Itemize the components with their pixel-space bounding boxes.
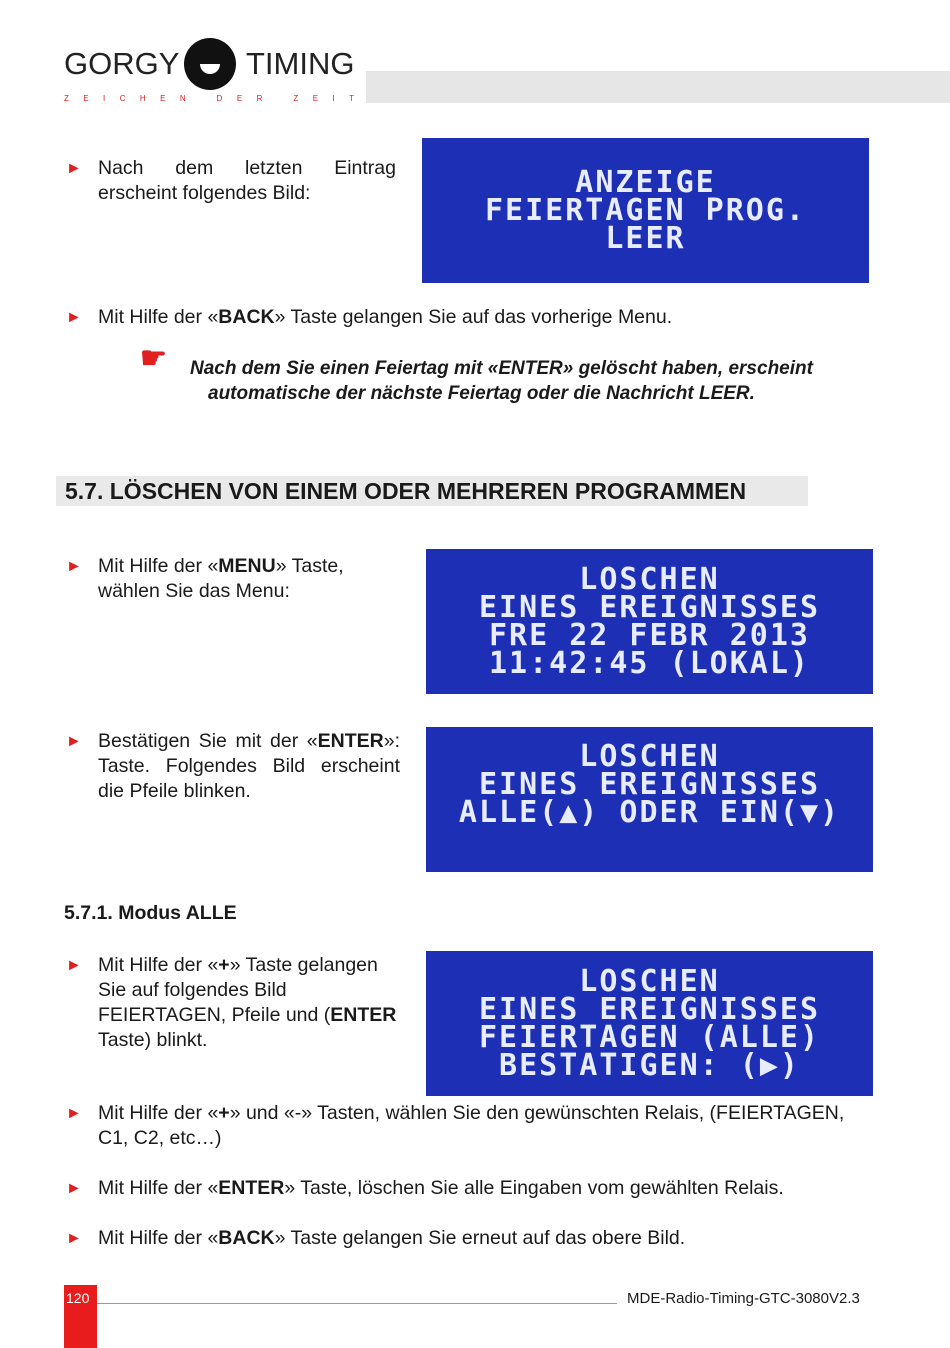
logo-icon: [184, 38, 236, 90]
text-part: »: Taste. Folgendes Bild erscheint die Pfeile blinken.: [98, 730, 400, 802]
note-line: automatische der nächste Feiertag oder die Nachricht LEER.: [208, 383, 755, 404]
lcd-line: 11:42:45 (LOKAL): [489, 645, 810, 681]
lcd-line: ALLE(▲) ODER EIN(▼): [458, 795, 841, 830]
lcd-line: LOSCHEN: [579, 561, 720, 597]
bullet-menu: [66, 554, 400, 604]
bullet-enter-delete: [66, 1176, 886, 1201]
text-part: Mit Hilfe der «: [98, 1177, 219, 1199]
bullet-arrow-icon: ►: [66, 1105, 82, 1122]
tagline-letter: E: [312, 94, 319, 103]
brand-right: TIMING: [246, 46, 355, 81]
subsection-title: 5.7.1. Modus ALLE: [64, 902, 237, 924]
bullet-back: [66, 305, 886, 330]
text-part: Bestätigen Sie mit der «: [98, 730, 318, 752]
bullet-arrow-icon: ►: [66, 733, 82, 750]
bullet-back-return: [66, 1226, 886, 1251]
key-menu: MENU: [218, 555, 276, 577]
page-number: 120: [66, 1290, 90, 1306]
bullet-arrow-icon: ►: [66, 957, 82, 974]
tagline-letter: E: [160, 94, 166, 103]
bullet-plus-minus: [66, 1101, 876, 1151]
lcd-screen-loschen-date: [426, 549, 873, 694]
tagline-letter: E: [83, 94, 89, 103]
tagline-letter: Z: [64, 94, 69, 103]
key-plus: +: [218, 954, 230, 976]
text-part: » Taste gelangen Sie erneut auf das obere Bild.: [274, 1227, 686, 1249]
tagline-letter: C: [119, 94, 126, 103]
text-part: Mit Hilfe der «: [98, 1227, 219, 1249]
tagline-letter: N: [179, 94, 186, 103]
lcd-line: BESTATIGEN: (▶): [499, 1047, 800, 1083]
lcd-line: LEER: [605, 220, 686, 256]
tagline-letter: D: [216, 94, 223, 103]
text-part: » Taste gelangen Sie auf folgendes Bild FEIERTAGEN, Pfeile und (: [98, 954, 378, 1026]
bullet-last-entry: [66, 156, 396, 206]
brand-left: GORGY: [64, 46, 180, 81]
bullet-text: Nach dem letzten Eintrag erscheint folgendes Bild:: [98, 157, 396, 204]
pointing-hand-icon: ☛: [140, 342, 167, 375]
bullet-plus: [66, 953, 400, 1053]
lcd-line: EINES EREIGNISSES: [478, 589, 821, 625]
tagline-letter: R: [256, 94, 263, 103]
tagline-letter: [200, 94, 202, 103]
bullet-arrow-icon: ►: [66, 1180, 82, 1197]
text-part: » Taste gelangen Sie auf das vorherige Menu.: [274, 306, 673, 328]
lcd-line: ANZEIGE: [575, 164, 716, 200]
lcd-line: FEIERTAGEN PROG.: [485, 192, 806, 228]
lcd-screen-anzeige: [422, 138, 869, 283]
text-part: Mit Hilfe der «: [98, 954, 219, 976]
bullet-enter-confirm: [66, 729, 400, 804]
lcd-line: EINES EREIGNISSES: [478, 991, 821, 1027]
note-line: Nach dem Sie einen Feiertag mit «ENTER» gelöscht haben, erscheint: [190, 358, 813, 379]
lcd-line: LOSCHEN: [579, 963, 720, 999]
lcd-screen-alle-oder-ein: [426, 727, 873, 872]
bullet-arrow-icon: ►: [66, 558, 82, 575]
lcd-line: FRE 22 FEBR 2013: [489, 617, 810, 653]
tagline-letter: Z: [293, 94, 299, 103]
text-part: » Taste, löschen Sie alle Eingaben vom gewählten Relais.: [284, 1177, 784, 1199]
key-back: BACK: [218, 306, 275, 328]
text-part: » und «-» Tasten, wählen Sie den gewünschten Relais, (FEIERTAGEN, C1, C2, etc…): [98, 1102, 845, 1149]
bullet-arrow-icon: ►: [66, 1230, 82, 1247]
tagline-letter: E: [236, 94, 243, 103]
lcd-screen-feiertagen-alle: [426, 951, 873, 1096]
tagline-letter: T: [349, 94, 354, 103]
key-enter: ENTER: [330, 1004, 397, 1026]
footer-divider: [97, 1303, 617, 1304]
text-part: Taste) blinkt.: [98, 1029, 208, 1051]
lcd-line: LOSCHEN: [579, 739, 720, 774]
section-title: 5.7. LÖSCHEN VON EINEM ODER MEHREREN PROGRAMMEN: [56, 476, 808, 506]
text-part: Mit Hilfe der «: [98, 306, 219, 328]
lcd-line: FEIERTAGEN (ALLE): [478, 1019, 821, 1055]
text-part: » Taste, wählen Sie das Menu:: [98, 555, 344, 602]
tagline-letter: I: [103, 94, 106, 103]
footer-doc-title: MDE-Radio-Timing-GTC-3080V2.3: [627, 1290, 860, 1307]
key-back: BACK: [218, 1227, 275, 1249]
tagline: [64, 94, 354, 103]
bullet-arrow-icon: ►: [66, 309, 82, 326]
text-part: Mit Hilfe der «: [98, 555, 219, 577]
tagline-letter: I: [332, 94, 335, 103]
tagline-letter: [277, 94, 279, 103]
tagline-letter: H: [139, 94, 146, 103]
header-bar: [366, 71, 950, 103]
bullet-arrow-icon: ►: [66, 160, 82, 177]
key-enter: ENTER: [317, 730, 384, 752]
key-enter: ENTER: [218, 1177, 285, 1199]
lcd-line: EINES EREIGNISSES: [478, 767, 821, 802]
text-part: Mit Hilfe der «: [98, 1102, 219, 1124]
key-plus: +: [218, 1102, 230, 1124]
